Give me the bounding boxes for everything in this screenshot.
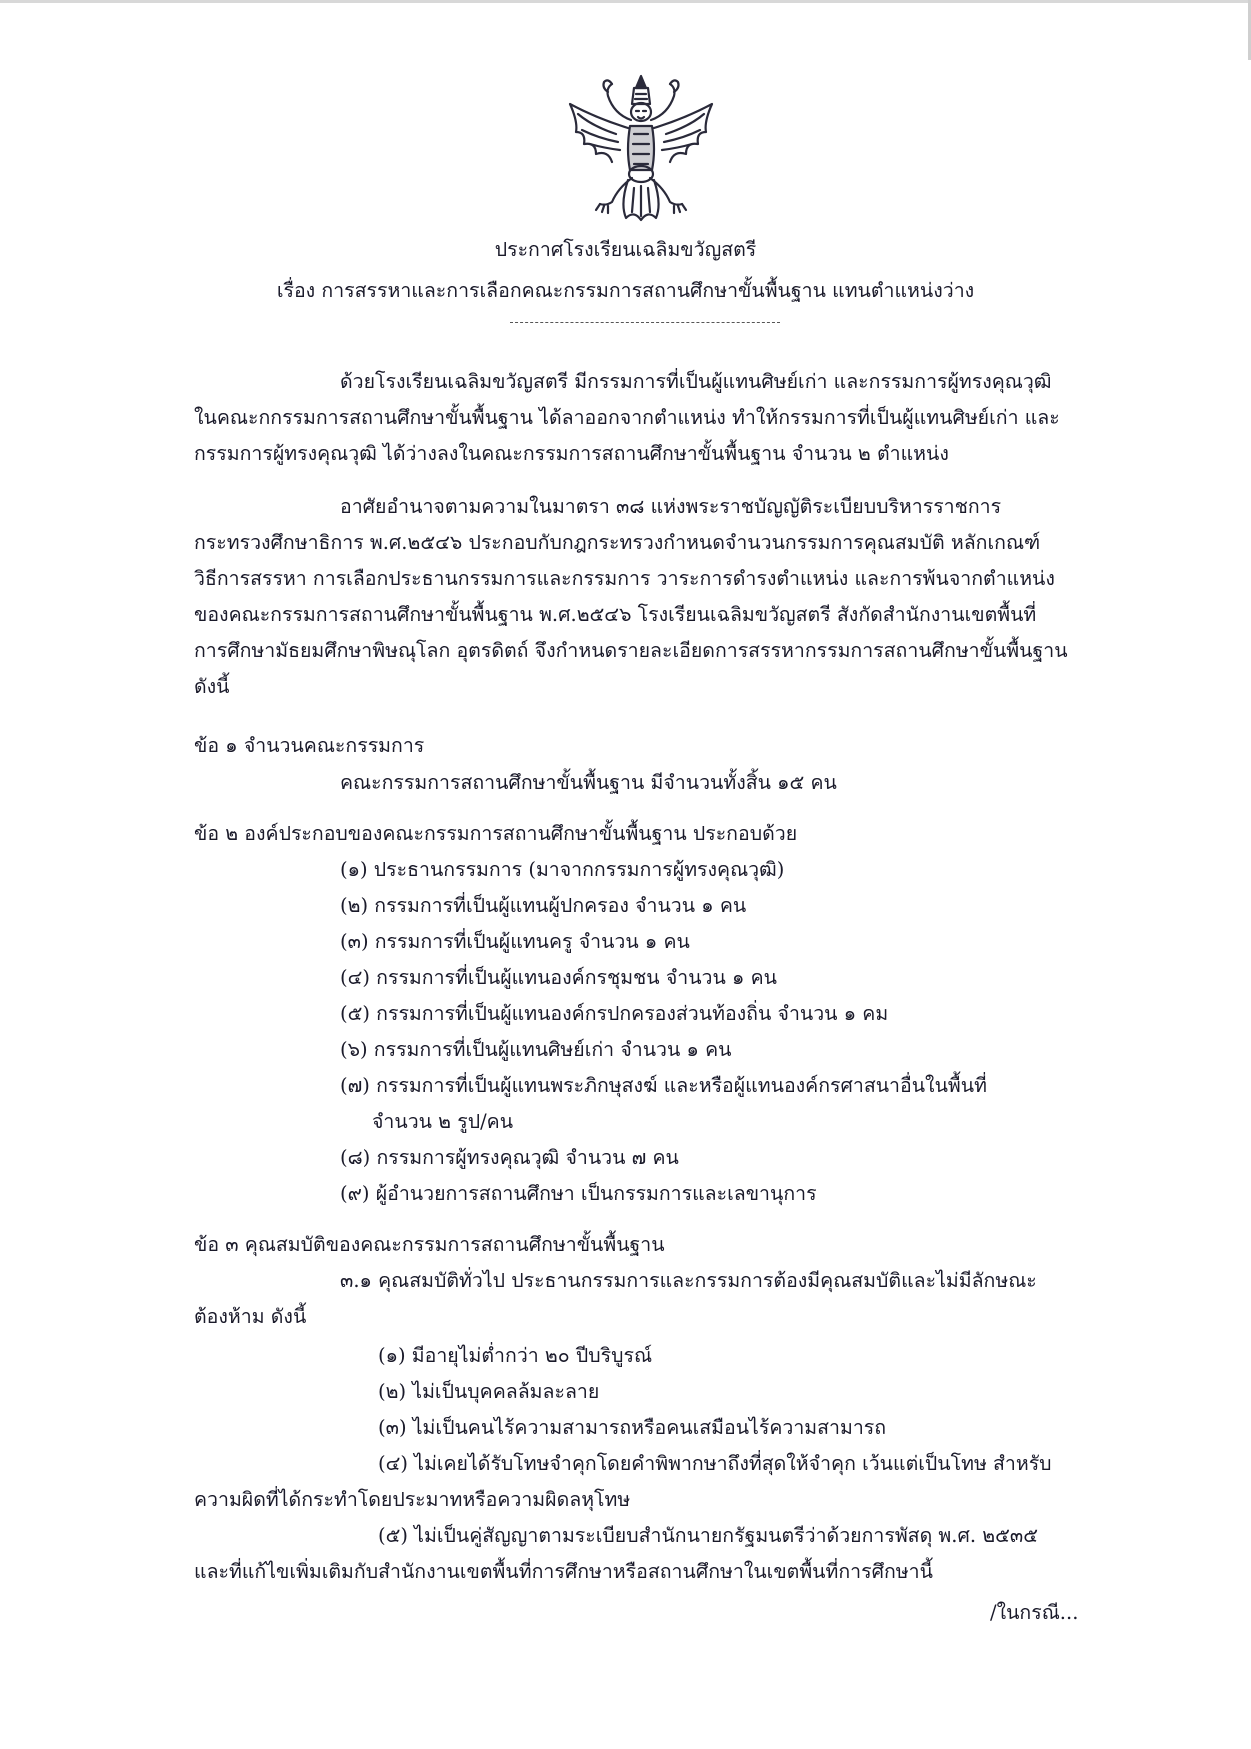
intro-line-3: กรรมการผู้ทรงคุณวุฒิ ได้ว่างลงในคณะกรรมการสถานศึกษาขั้นพื้นฐาน จำนวน ๒ ตำแหน่ง <box>194 442 949 465</box>
section-2-item: (๕) กรรมการที่เป็นผู้แทนองค์กรปกครองส่วนท้องถิ่น จำนวน ๑ คม <box>340 1002 889 1025</box>
section-2-item: (๖) กรรมการที่เป็นผู้แทนศิษย์เก่า จำนวน ๑ คน <box>340 1038 732 1061</box>
section-2-item: (๔) กรรมการที่เป็นผู้แทนองค์กรชุมชน จำนวน ๑ คน <box>340 966 777 989</box>
section-2-item: (๙) ผู้อำนวยการสถานศึกษา เป็นกรรมการและเลขานุการ <box>340 1182 817 1205</box>
garuda-emblem-icon <box>556 70 726 225</box>
section-2-item: (๘) กรรมการผู้ทรงคุณวุฒิ จำนวน ๗ คน <box>340 1146 679 1169</box>
section-3-item: (๑) มีอายุไม่ต่ำกว่า ๒๐ ปีบริบูรณ์ <box>378 1344 653 1367</box>
section-1-heading: ข้อ ๑ จำนวนคณะกรรมการ <box>194 734 425 757</box>
section-2-item: (๗) กรรมการที่เป็นผู้แทนพระภิกษุสงฆ์ และหรือผู้แทนองค์กรศาสนาอื่นในพื้นที่ <box>340 1074 987 1097</box>
section-3-item: (๕) ไม่เป็นคู่สัญญาตามระเบียบสำนักนายกรัฐมนตรีว่าด้วยการพัสดุ พ.ศ. ๒๕๓๕ <box>378 1524 1038 1547</box>
authority-line-2: กระทรวงศึกษาธิการ พ.ศ.๒๕๔๖ ประกอบกับกฎกระทรวงกำหนดจำนวนกรรมการคุณสมบัติ หลักเกณฑ์ <box>194 531 1041 554</box>
header-divider <box>510 322 780 323</box>
section-2-item: (๑) ประธานกรรมการ (มาจากกรรมการผู้ทรงคุณวุฒิ) <box>340 858 785 881</box>
section-2-item: (๓) กรรมการที่เป็นผู้แทนครู จำนวน ๑ คน <box>340 930 690 953</box>
section-3-item: (๔) ไม่เคยได้รับโทษจำคุกโดยคำพิพากษาถึงที่สุดให้จำคุก เว้นแต่เป็นโทษ สำหรับ <box>378 1452 1052 1475</box>
intro-line-2: ในคณะกกรรมการสถานศึกษาขั้นพื้นฐาน ได้ลาออกจากตำแหน่ง ทำให้กรรมการที่เป็นผู้แทนศิษย์เก่า และ <box>194 406 1060 429</box>
section-3-item-continued: และที่แก้ไขเพิ่มเติมกับสำนักงานเขตพื้นที่การศึกษาหรือสถานศึกษาในเขตพื้นที่การศึกษานี้ <box>194 1560 933 1583</box>
section-3-heading: ข้อ ๓ คุณสมบัติของคณะกรรมการสถานศึกษาขั้นพื้นฐาน <box>194 1233 665 1256</box>
authority-line-5: การศึกษามัธยมศึกษาพิษณุโลก อุตรดิตถ์ จึงกำหนดรายละเอียดการสรรหากรรมการสถานศึกษาขั้นพื้นฐาน <box>194 639 1068 662</box>
section-3-item: (๒) ไม่เป็นบุคคลล้มละลาย <box>378 1380 600 1403</box>
scan-edge-top <box>0 0 1251 3</box>
authority-line-6: ดังนี้ <box>194 675 230 698</box>
announcement-title: ประกาศโรงเรียนเฉลิมขวัญสตรี <box>494 238 757 261</box>
section-3-item: (๓) ไม่เป็นคนไร้ความสามารถหรือคนเสมือนไร้ความสามารถ <box>378 1416 887 1439</box>
authority-line-1: อาศัยอำนาจตามความในมาตรา ๓๘ แห่งพระราชบัญญัติระเบียบบริหารราชการ <box>340 495 1002 518</box>
section-2-item: (๒) กรรมการที่เป็นผู้แทนผู้ปกครอง จำนวน ๑ คน <box>340 894 747 917</box>
announcement-subject: เรื่อง การสรรหาและการเลือกคณะกรรมการสถานศึกษาขั้นพื้นฐาน แทนตำแหน่งว่าง <box>276 279 975 302</box>
section-1-body: คณะกรรมการสถานศึกษาขั้นพื้นฐาน มีจำนวนทั้งสิ้น ๑๕ คน <box>340 771 837 794</box>
section-3-sub-line-1: ๓.๑ คุณสมบัติทั่วไป ประธานกรรมการและกรรมการต้องมีคุณสมบัติและไม่มีลักษณะ <box>340 1269 1037 1292</box>
authority-line-3: วิธีการสรรหา การเลือกประธานกรรมการและกรรมการ วาระการดำรงตำแหน่ง และการพ้นจากตำแหน่ง <box>194 567 1055 590</box>
intro-line-1: ด้วยโรงเรียนเฉลิมขวัญสตรี มีกรรมการที่เป็นผู้แทนศิษย์เก่า และกรรมการผู้ทรงคุณวุฒิ <box>340 370 1052 393</box>
section-3-sub-line-2: ต้องห้าม ดังนี้ <box>194 1305 307 1328</box>
section-3-item-continued: ความผิดที่ได้กระทำโดยประมาทหรือความผิดลหุโทษ <box>194 1488 631 1511</box>
authority-line-4: ของคณะกรรมการสถานศึกษาขั้นพื้นฐาน พ.ศ.๒๕๔๖ โรงเรียนเฉลิมขวัญสตรี สังกัดสำนักงานเขตพื้นที่ <box>194 603 1037 626</box>
section-2-heading: ข้อ ๒ องค์ประกอบของคณะกรรมการสถานศึกษาขั้นพื้นฐาน ประกอบด้วย <box>194 822 798 845</box>
section-2-item-continued: จำนวน ๒ รูป/คน <box>372 1110 514 1133</box>
continuation-marker: /ในกรณี... <box>990 1601 1079 1624</box>
